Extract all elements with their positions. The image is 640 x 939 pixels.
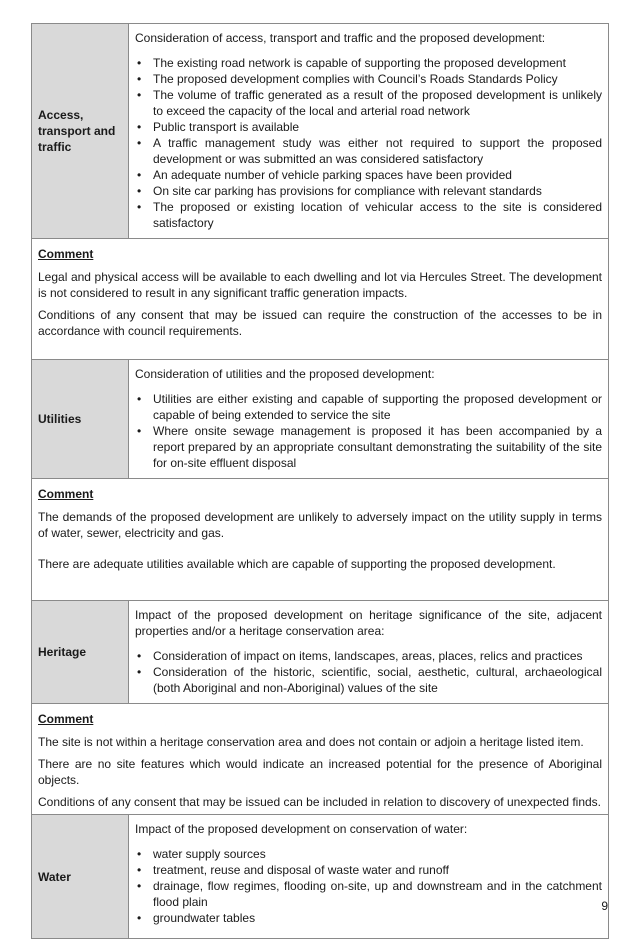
comment-heading: Comment: [38, 247, 94, 261]
water-row: [31, 814, 609, 939]
comment-heading: Comment: [38, 487, 94, 501]
comment-paragraph: There are no site features which would indicate an increased potential for the presence of Aboriginal objects.: [38, 757, 602, 787]
water-intro: Impact of the proposed development on conservation of water:: [135, 822, 468, 836]
list-item: • On site car parking has provisions for compliance with relevant standards: [135, 183, 602, 199]
list-item: • An adequate number of vehicle parking spaces have been provided: [135, 167, 602, 183]
assessment-table: [31, 23, 609, 939]
access-content: [129, 24, 608, 238]
comment-paragraph: There are adequate utilities available which are capable of supporting the proposed development.: [38, 557, 556, 571]
comment-paragraph: The demands of the proposed development are unlikely to adversely impact on the utility supply in terms of water, sewer, electricity and gas.: [38, 510, 602, 540]
list-item: • treatment, reuse and disposal of waste water and runoff: [135, 862, 602, 878]
list-item: • Where onsite sewage management is proposed it has been accompanied by a report prepared by an appropriate consultant demonstrating the suitability of the site for on-site effluent disposal: [135, 423, 602, 471]
heritage-content: [129, 601, 608, 703]
list-item: • A traffic management study was either not required to support the proposed development or was submitted an was considered satisfactory: [135, 135, 602, 167]
list-item: • The existing road network is capable of supporting the proposed development: [135, 55, 602, 71]
list-item: • Consideration of impact on items, landscapes, areas, places, relics and practices: [135, 648, 602, 664]
list-item: • Public transport is available: [135, 119, 602, 135]
utilities-comment-row: [31, 478, 609, 600]
list-item: • Consideration of the historic, scientific, social, aesthetic, cultural, archaeological (both Aboriginal and non-Aboriginal) values of the site: [135, 664, 602, 696]
page-number: 9: [601, 899, 608, 913]
heritage-intro: Impact of the proposed development on heritage significance of the site, adjacent properties and/or a heritage conservation area:: [135, 608, 602, 638]
list-item: • The volume of traffic generated as a result of the proposed development is unlikely to exceed the capacity of the local and arterial road network: [135, 87, 602, 119]
access-intro: Consideration of access, transport and traffic and the proposed development:: [135, 31, 546, 45]
utilities-row: [31, 359, 609, 478]
heritage-label: Heritage: [32, 601, 129, 703]
utilities-label: Utilities: [32, 360, 129, 478]
comment-paragraph: Conditions of any consent that may be issued can be included in relation to discovery of unexpected finds.: [38, 795, 602, 809]
access-comment-row: [31, 238, 609, 359]
list-item: • water supply sources: [135, 846, 602, 862]
utilities-intro: Consideration of utilities and the proposed development:: [135, 367, 435, 381]
heritage-list: [135, 648, 602, 696]
water-label: Water: [32, 815, 129, 938]
comment-paragraph: The site is not within a heritage conservation area and does not contain or adjoin a heritage listed item.: [38, 735, 584, 749]
list-item: • Utilities are either existing and capable of supporting the proposed development or capable of being extended to service the site: [135, 391, 602, 423]
comment-paragraph: Conditions of any consent that may be issued can require the construction of the accesses to be in accordance with council requirements.: [38, 308, 602, 338]
heritage-row: [31, 600, 609, 703]
list-item: • The proposed or existing location of vehicular access to the site is considered satisfactory: [135, 199, 602, 231]
heritage-comment-row: [31, 703, 609, 814]
comment-heading: Comment: [38, 712, 94, 726]
list-item: • The proposed development complies with Council’s Roads Standards Policy: [135, 71, 602, 87]
utilities-content: [129, 360, 608, 478]
access-label: Access, transport and traffic: [32, 24, 129, 238]
water-list: [135, 846, 602, 926]
utilities-list: [135, 391, 602, 471]
water-content: [129, 815, 608, 938]
list-item: • drainage, flow regimes, flooding on-site, up and downstream and in the catchment flood plain: [135, 878, 602, 910]
access-list: [135, 55, 602, 231]
comment-paragraph: Legal and physical access will be available to each dwelling and lot via Hercules Street. The development is not considered to result in any significant traffic generation impacts.: [38, 270, 602, 300]
access-row: [31, 23, 609, 238]
list-item: • groundwater tables: [135, 910, 602, 926]
